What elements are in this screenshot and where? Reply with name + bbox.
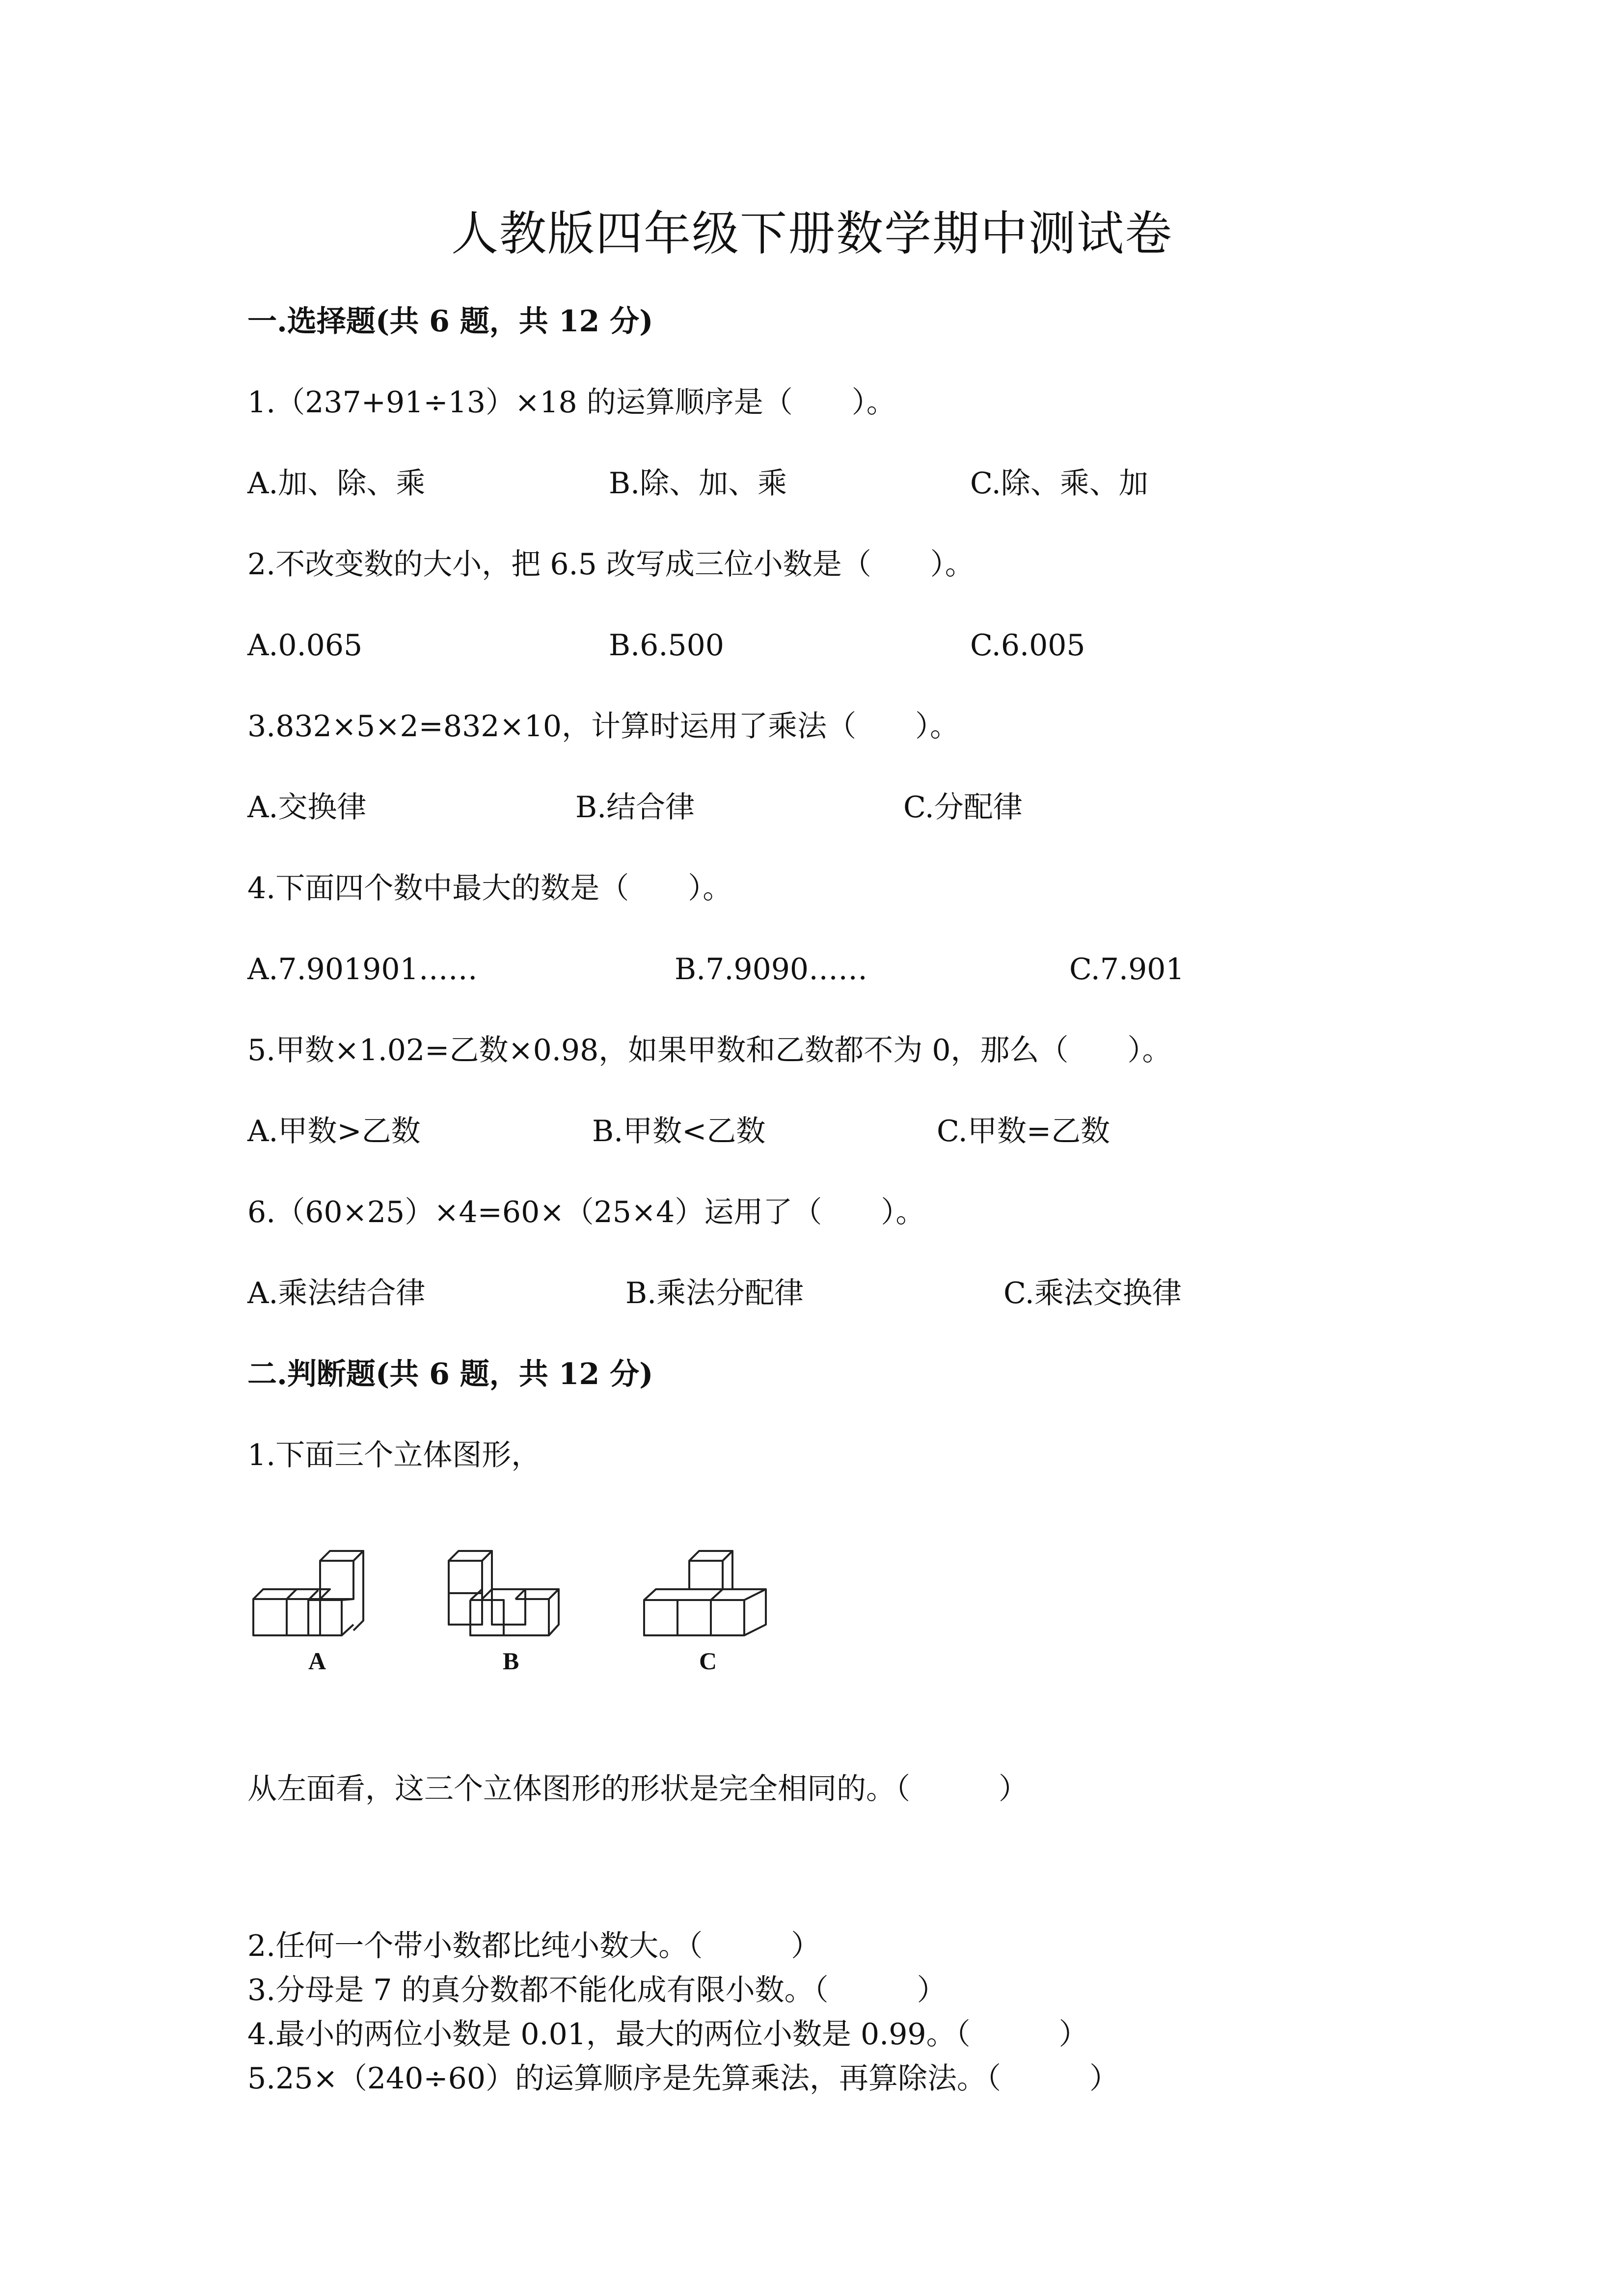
question-3: 3.832×5×2=832×10，计算时运用了乘法（ ）。 — [247, 709, 960, 744]
option-6b: B.乘法分配律 — [625, 1276, 804, 1310]
cube-figure-a — [249, 1546, 377, 1639]
section-heading-choice: 一.选择题(共 6 题，共 12 分) — [247, 304, 653, 339]
option-1c: C.除、乘、加 — [970, 466, 1148, 501]
question-4: 4.下面四个数中最大的数是（ ）。 — [247, 871, 732, 906]
option-3b: B.结合律 — [575, 790, 695, 825]
option-5c: C.甲数=乙数 — [937, 1114, 1110, 1148]
section-heading-judgement: 二.判断题(共 6 题，共 12 分) — [247, 1357, 653, 1391]
question-2: 2.不改变数的大小，把 6.5 改写成三位小数是（ ）。 — [247, 547, 974, 582]
cube-figure-c — [640, 1546, 778, 1639]
judgement-question-1-statement: 从左面看，这三个立体图形的形状是完全相同的。（ ） — [247, 1772, 1028, 1806]
option-4c: C.7.901 — [1069, 952, 1185, 987]
option-3c: C.分配律 — [903, 790, 1023, 825]
option-2b: B.6.500 — [609, 628, 724, 663]
judgement-question-3: 3.分母是 7 的真分数都不能化成有限小数。（ ） — [247, 1973, 947, 2007]
question-6: 6.（60×25）×4=60×（25×4）运用了（ ）。 — [247, 1195, 925, 1229]
judgement-question-2: 2.任何一个带小数都比纯小数大。（ ） — [247, 1929, 821, 1963]
figure-label-a: A — [308, 1647, 326, 1675]
figure-label-b: B — [503, 1647, 519, 1675]
option-1a: A.加、除、乘 — [247, 466, 426, 501]
question-1: 1.（237+91÷13）×18 的运算顺序是（ ）。 — [247, 385, 896, 420]
figure-label-c: C — [699, 1647, 717, 1675]
option-5a: A.甲数>乙数 — [247, 1114, 421, 1148]
option-6c: C.乘法交换律 — [1003, 1276, 1182, 1310]
judgement-question-1-intro: 1.下面三个立体图形， — [247, 1438, 541, 1472]
option-4b: B.7.9090…… — [675, 952, 868, 987]
option-2a: A.0.065 — [247, 628, 363, 663]
option-4a: A.7.901901…… — [247, 952, 478, 987]
option-5b: B.甲数<乙数 — [592, 1114, 766, 1148]
option-6a: A.乘法结合律 — [247, 1276, 426, 1310]
question-5: 5.甲数×1.02=乙数×0.98，如果甲数和乙数都不为 0，那么（ ）。 — [247, 1033, 1172, 1068]
option-2c: C.6.005 — [970, 628, 1085, 663]
judgement-question-5: 5.25×（240÷60）的运算顺序是先算乘法，再算除法。（ ） — [247, 2061, 1119, 2096]
cube-figure-b — [445, 1546, 572, 1639]
page-title: 人教版四年级下册数学期中测试卷 — [451, 206, 1173, 261]
option-3a: A.交换律 — [247, 790, 367, 825]
judgement-question-4: 4.最小的两位小数是 0.01，最大的两位小数是 0.99。（ ） — [247, 2017, 1088, 2052]
option-1b: B.除、加、乘 — [609, 466, 787, 501]
